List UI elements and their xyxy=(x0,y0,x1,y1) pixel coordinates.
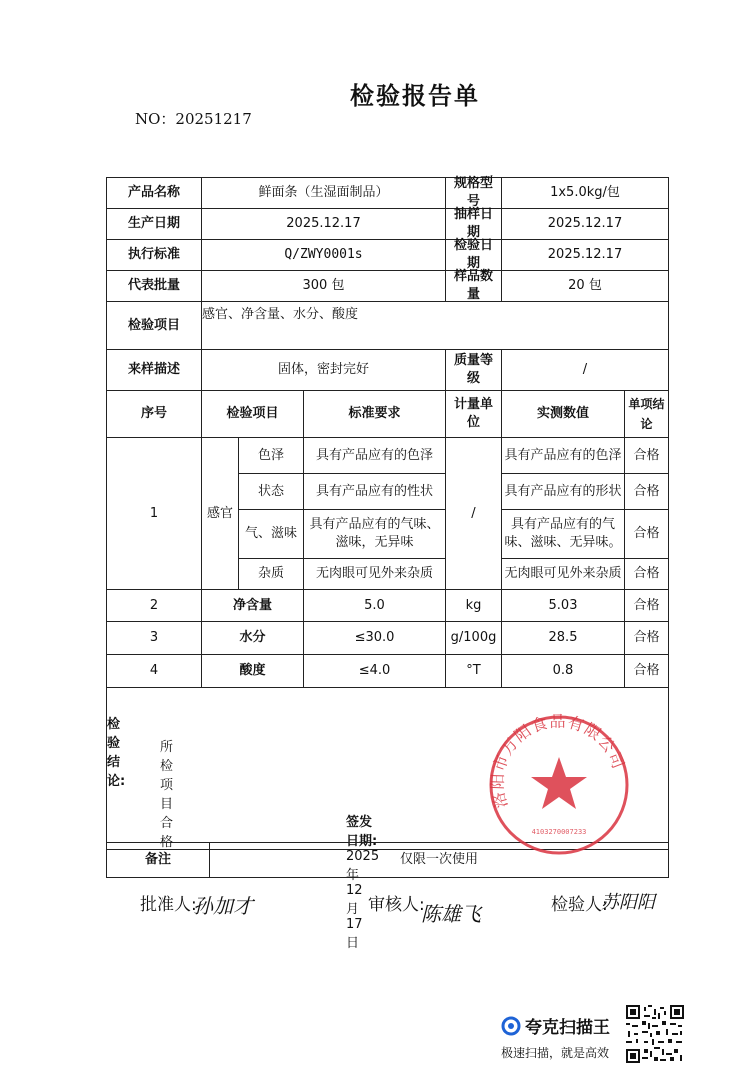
header-measured: 实测数值 xyxy=(501,390,625,438)
inspector xyxy=(551,890,608,915)
sensory-measured: 具有产品应有的色泽 xyxy=(501,437,625,474)
row-unit: °T xyxy=(445,654,502,688)
scanner-brand: 夸克扫描王 xyxy=(525,1018,610,1038)
scanner-tagline: 极速扫描，就是高效 xyxy=(501,1046,610,1060)
company-seal xyxy=(484,710,634,860)
sensory-unit: / xyxy=(445,437,502,590)
report-title: 检验报告单 xyxy=(350,81,480,110)
batch-label: 代表批量 xyxy=(106,270,202,302)
conclusion-label: 检验结论: xyxy=(107,717,126,789)
row-standard: ≤30.0 xyxy=(303,621,446,655)
standard-label: 执行标准 xyxy=(106,239,202,271)
remarks-label: 备注 xyxy=(106,842,210,878)
sensory-group: 感官 xyxy=(201,437,239,590)
sample-qty-value: 20 包 xyxy=(501,270,669,302)
sensory-name: 色泽 xyxy=(238,437,304,474)
sensory-verdict: 合格 xyxy=(624,509,669,559)
quark-logo-icon xyxy=(501,1016,521,1036)
sensory-name: 杂质 xyxy=(238,558,304,590)
items-value: 感官、净含量、水分、酸度 xyxy=(201,301,669,350)
sensory-verdict: 合格 xyxy=(624,437,669,474)
sample-date-label: 抽样日期 xyxy=(445,208,502,240)
row-measured: 5.03 xyxy=(501,589,625,622)
spec-label: 规格型号 xyxy=(445,177,502,209)
row-unit: g/100g xyxy=(445,621,502,655)
inspector-signature: 苏阳阳 xyxy=(601,892,655,913)
seal-text: 洛阳市万阳食品有限公司 xyxy=(487,711,629,811)
row-verdict: 合格 xyxy=(624,621,669,655)
row-seq: 2 xyxy=(106,589,202,622)
row-item: 净含量 xyxy=(201,589,304,622)
issue-date-value: 2025 年 12 月 17 日 xyxy=(346,849,380,951)
header-unit: 计量单位 xyxy=(445,390,502,438)
batch-value: 300 包 xyxy=(201,270,446,302)
row-standard: 5.0 xyxy=(303,589,446,622)
row-seq: 4 xyxy=(106,654,202,688)
prod-date-label: 生产日期 xyxy=(106,208,202,240)
row-standard: ≤4.0 xyxy=(303,654,446,688)
row-measured: 0.8 xyxy=(501,654,625,688)
sensory-standard: 具有产品应有的色泽 xyxy=(303,437,446,474)
sensory-measured: 无肉眼可见外来杂质 xyxy=(501,558,625,590)
product-name-value: 鲜面条（生湿面制品） xyxy=(201,177,446,209)
sensory-standard: 具有产品应有的性状 xyxy=(303,473,446,510)
sensory-verdict: 合格 xyxy=(624,473,669,510)
row-item: 水分 xyxy=(201,621,304,655)
sample-date-value: 2025.12.17 xyxy=(501,208,669,240)
header-seq: 序号 xyxy=(106,390,202,438)
conclusion-text: 所检项目合格 xyxy=(160,740,174,850)
sensory-standard: 无肉眼可见外来杂质 xyxy=(303,558,446,590)
scanner-watermark xyxy=(501,1013,610,1061)
inspector-label: 检验人: xyxy=(551,895,608,915)
issue-date-label: 签发日期: xyxy=(346,815,378,849)
reviewer-signature: 陈雄飞 xyxy=(421,902,481,926)
sensory-verdict: 合格 xyxy=(624,558,669,590)
sensory-name: 气、滋味 xyxy=(238,509,304,559)
row-measured: 28.5 xyxy=(501,621,625,655)
inspect-date-label: 检验日期 xyxy=(445,239,502,271)
approver xyxy=(140,890,197,915)
header-standard: 标准要求 xyxy=(303,390,446,438)
report-number: NO：20251217 xyxy=(135,110,252,128)
header-item: 检验项目 xyxy=(201,390,304,438)
sensory-measured: 具有产品应有的气味、滋味、无异味。 xyxy=(501,509,625,559)
prod-date-value: 2025.12.17 xyxy=(201,208,446,240)
header-verdict: 单项结论 xyxy=(624,390,669,438)
approver-label: 批准人: xyxy=(140,895,197,915)
sample-desc-value: 固体，密封完好 xyxy=(201,349,446,391)
row-seq: 3 xyxy=(106,621,202,655)
grade-label: 质量等级 xyxy=(445,349,502,391)
product-name-label: 产品名称 xyxy=(106,177,202,209)
spec-value: 1x5.0kg/包 xyxy=(501,177,669,209)
reviewer xyxy=(368,890,425,915)
sensory-seq: 1 xyxy=(106,437,202,590)
grade-value: / xyxy=(501,349,669,391)
inspect-date-value: 2025.12.17 xyxy=(501,239,669,271)
standard-value: Q/ZWY0001s xyxy=(201,239,446,271)
seal-number: 4103270007233 xyxy=(531,828,587,836)
sensory-standard: 具有产品应有的气味、滋味，无异味 xyxy=(303,509,446,559)
row-verdict: 合格 xyxy=(624,589,669,622)
sensory-name: 状态 xyxy=(238,473,304,510)
issue-date xyxy=(346,811,379,951)
sample-desc-label: 来样描述 xyxy=(106,349,202,391)
reviewer-label: 审核人: xyxy=(368,895,425,915)
qr-code-icon xyxy=(626,1005,684,1063)
sensory-measured: 具有产品应有的形状 xyxy=(501,473,625,510)
sample-qty-label: 样品数量 xyxy=(445,270,502,302)
row-item: 酸度 xyxy=(201,654,304,688)
remarks-value: 仅限一次使用 xyxy=(209,842,669,878)
items-label: 检验项目 xyxy=(106,301,202,350)
row-verdict: 合格 xyxy=(624,654,669,688)
row-unit: kg xyxy=(445,589,502,622)
approver-signature: 孙加才 xyxy=(193,894,253,918)
